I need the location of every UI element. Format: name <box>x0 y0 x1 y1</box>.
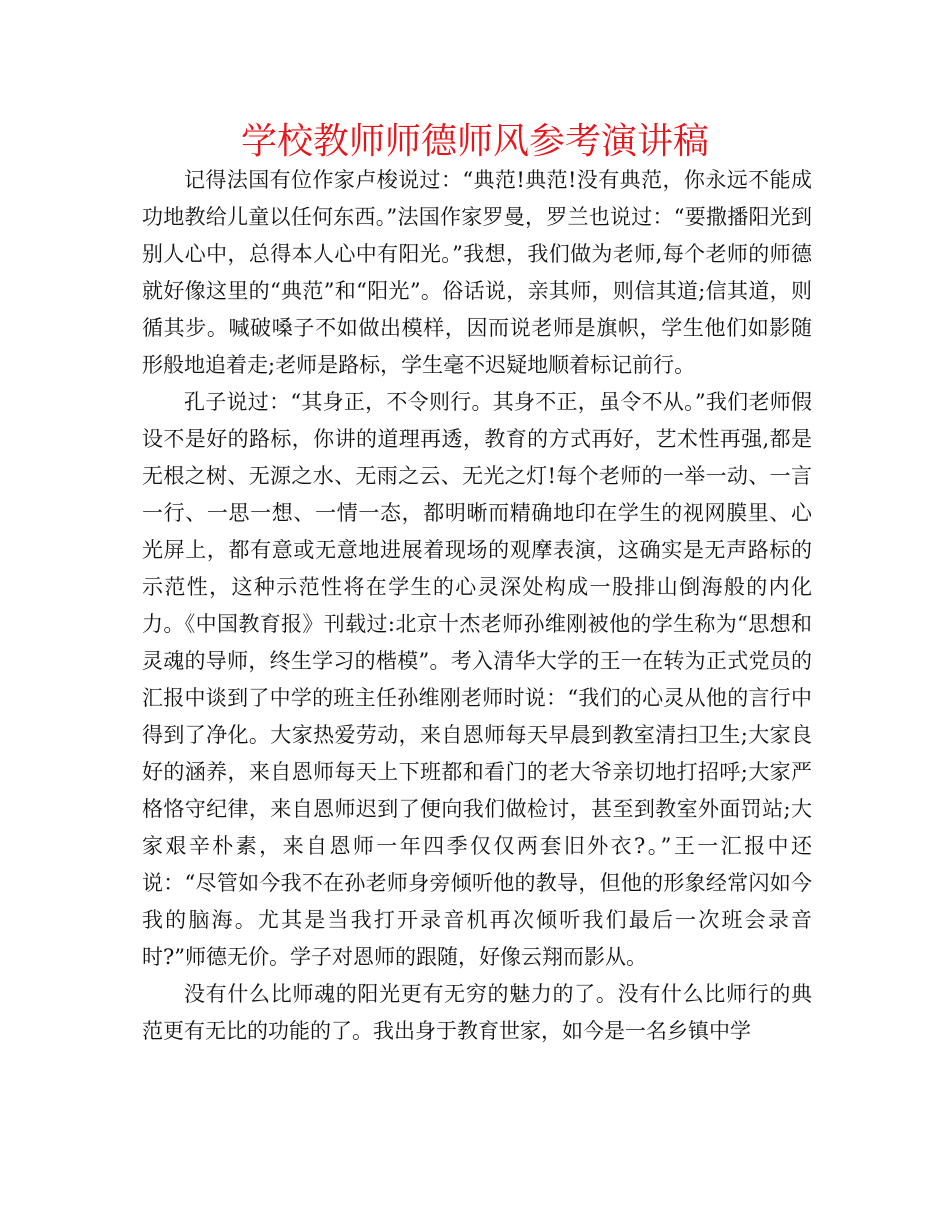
paragraph-2: 孔子说过：“其身正，不令则行。其身不正，虽令不从。”我们老师假设不是好的路标，你讲的道理再透，教育的方式再好，艺术性再强,都是无根之树、无源之水、无雨之云、无光之灯!每个老师的一举一动、一言一行、一思一想、一情一态，都明晰而精确地印在学生的视网膜里、心光屏上，都有意或无意地进展着现场的观摩表演，这确实是无声路标的示范性，这种示范性将在学生的心灵深处构成一股排山倒海般的内化力。《中国教育报》刊载过:北京十杰老师孙维刚被他的学生称为“思想和灵魂的导师，终生学习的楷模”。考入清华大学的王一在转为正式党员的汇报中谈到了中学的班主任孙维刚老师时说：“我们的心灵从他的言行中得到了净化。大家热爱劳动，来自恩师每天早晨到教室清扫卫生;大家良好的涵养，来自恩师每天上下班都和看门的老大爷亲切地打招呼;大家严格恪守纪律，来自恩师迟到了便向我们做检讨，甚至到教室外面罚站;大家艰辛朴素，来自恩师一年四季仅仅两套旧外衣?。”王一汇报中还说：“尽管如今我不在孙老师身旁倾听他的教导，但他的形象经常闪如今我的脑海。尤其是当我打开录音机再次倾听我们最后一次班会录音时?”师德无价。学子对恩师的跟随，好像云翔而影从。 <box>142 390 812 969</box>
document-body <box>142 162 812 1050</box>
paragraph-3: 没有什么比师魂的阳光更有无穷的魅力的了。没有什么比师行的典范更有无比的功能的了。我出身于教育世家，如今是一名乡镇中学 <box>142 982 812 1043</box>
paragraph-1: 记得法国有位作家卢梭说过：“典范!典范!没有典范，你永远不能成功地教给儿童以任何东西。”法国作家罗曼，罗兰也说过：“要撒播阳光到别人心中，总得本人心中有阳光。”我想，我们做为老师,每个老师的师德就好像这里的“典范”和“阳光”。俗话说，亲其师，则信其道;信其道，则循其步。喊破嗓子不如做出模样，因而说老师是旗帜，学生他们如影随形般地追着走;老师是路标，学生毫不迟疑地顺着标记前行。 <box>142 168 812 377</box>
document-title: 学校教师师德师风参考演讲稿 <box>240 121 709 162</box>
